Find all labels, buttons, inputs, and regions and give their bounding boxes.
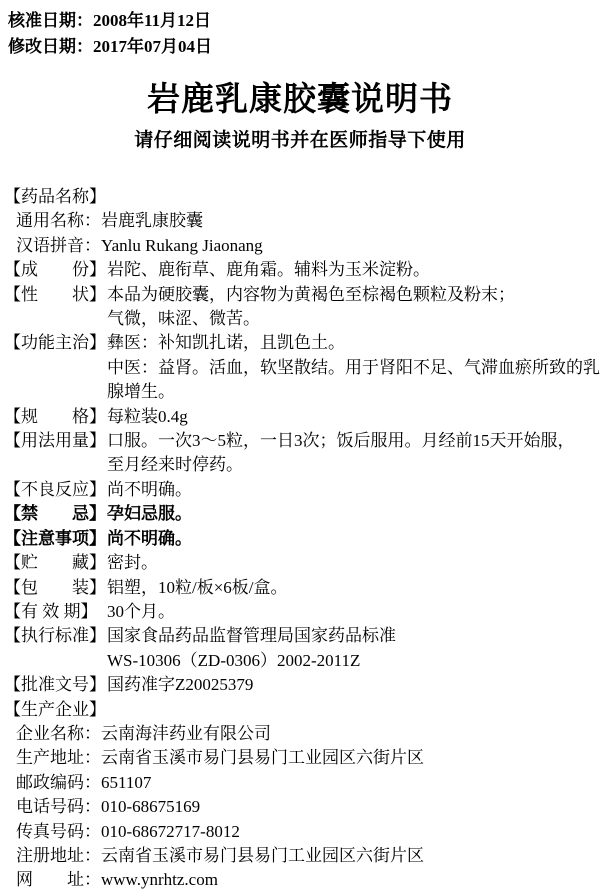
field-indications-cont	[4, 380, 598, 404]
revision-date-line	[8, 34, 600, 60]
approval-date-line	[8, 8, 600, 34]
field-value: 岩陀、鹿衔草、鹿角霜。辅料为玉米淀粉。	[107, 260, 430, 280]
generic-name-line	[4, 209, 598, 233]
field-dosage-cont	[4, 453, 598, 477]
generic-name-value: 通用名称：岩鹿乳康胶囊	[16, 211, 203, 231]
field-label: 【注意事项】	[4, 528, 106, 548]
field-value: 彝医：补知凯扎诺，且凯色土。	[107, 333, 345, 353]
field-label: 【功能主治】	[4, 333, 106, 353]
field-manufacturer	[4, 698, 598, 722]
page-subtitle: 请仔细阅读说明书并在医师指导下使用	[134, 130, 466, 151]
field-standard	[4, 624, 598, 648]
field-value: 至月经来时停药。	[107, 455, 243, 475]
page-title: 岩鹿乳康胶囊说明书	[147, 82, 453, 118]
field-value: 孕妇忌服。	[107, 504, 192, 524]
field-standard-cont	[4, 649, 598, 673]
field-indications	[4, 331, 598, 355]
fax-number-line	[4, 820, 598, 844]
company-name-line	[4, 722, 598, 746]
postal-code-line	[4, 771, 598, 795]
field-label: 【用法用量】	[4, 431, 106, 451]
revision-date-label: 修改日期：	[8, 37, 93, 56]
registered-address-line	[4, 844, 598, 868]
field-value	[107, 185, 598, 209]
field-label: 【规 格】	[4, 406, 106, 426]
field-description-cont	[4, 307, 598, 331]
field-label: 【生产企业】	[4, 699, 106, 719]
leaflet-body	[0, 185, 600, 892]
field-packaging	[4, 576, 598, 600]
field-value: 气微，味涩、微苦。	[107, 309, 260, 329]
field-value: 尚不明确。	[107, 528, 192, 548]
phone-number-line	[4, 795, 598, 819]
field-value: 铝塑，10粒/板×6板/盒。	[107, 577, 288, 597]
field-shelf-life	[4, 600, 598, 624]
approval-date-label: 核准日期：	[8, 11, 93, 30]
field-value: 国家食品药品监督管理局国家药品标准	[107, 626, 396, 646]
field-approval-number	[4, 673, 598, 697]
revision-date-value: 2017年07月04日	[93, 37, 212, 56]
field-ingredients	[4, 258, 598, 282]
production-address-value: 生产地址：云南省玉溪市易门县易门工业园区六街片区	[16, 748, 424, 768]
field-drug-name	[4, 185, 598, 209]
fax-number-value: 传真号码：010-68672717-8012	[16, 821, 240, 841]
field-storage	[4, 551, 598, 575]
field-adverse-reactions	[4, 478, 598, 502]
field-precautions	[4, 527, 598, 551]
production-address-line	[4, 746, 598, 770]
document-dates	[0, 0, 600, 60]
field-label: 【药品名称】	[4, 187, 106, 206]
field-label: 【不良反应】	[4, 479, 106, 499]
company-name-value: 企业名称：云南海沣药业有限公司	[16, 723, 271, 743]
field-label: 【执行标准】	[4, 626, 106, 646]
field-label: 【有 效 期】	[4, 601, 98, 621]
postal-code-value: 邮政编码：651107	[16, 772, 152, 792]
field-label: 【禁 忌】	[4, 504, 106, 524]
pinyin-name-value: 汉语拼音：Yanlu Rukang Jiaonang	[16, 235, 263, 255]
field-label: 【包 装】	[4, 577, 106, 597]
field-value: 中医：益肾。活血，软坚散结。用于肾阳不足、气滞血瘀所致的乳	[107, 357, 600, 377]
field-value: 30个月。	[107, 601, 175, 621]
field-dosage	[4, 429, 598, 453]
field-label: 【贮 藏】	[4, 553, 106, 573]
field-label: 【成 份】	[4, 260, 106, 280]
field-indications-cont	[4, 356, 598, 380]
field-value: 尚不明确。	[107, 479, 192, 499]
field-specification	[4, 405, 598, 429]
registered-address-value: 注册地址：云南省玉溪市易门县易门工业园区六街片区	[16, 845, 424, 865]
field-description	[4, 283, 598, 307]
pinyin-name-line	[4, 234, 598, 258]
field-contraindications	[4, 502, 598, 526]
website-value: 网 址：www.ynrhtz.com	[16, 870, 218, 890]
website-line	[4, 868, 598, 892]
field-value: 密封。	[107, 553, 158, 573]
field-value: 腺增生。	[107, 382, 175, 402]
phone-number-value: 电话号码：010-68675169	[16, 797, 201, 817]
field-label: 【批准文号】	[4, 675, 106, 695]
approval-date-value: 2008年11月12日	[93, 11, 212, 30]
field-value: 本品为硬胶囊，内容物为黄褐色至棕褐色颗粒及粉末；	[107, 284, 515, 304]
field-value: 每粒装0.4g	[107, 406, 188, 426]
field-value: 国药准字Z20025379	[107, 675, 254, 695]
field-value: WS-10306（ZD-0306）2002-2011Z	[107, 650, 361, 670]
field-label: 【性 状】	[4, 284, 106, 304]
field-value: 口服。一次3～5粒，一日3次；饭后服用。月经前15天开始服，	[107, 431, 575, 451]
